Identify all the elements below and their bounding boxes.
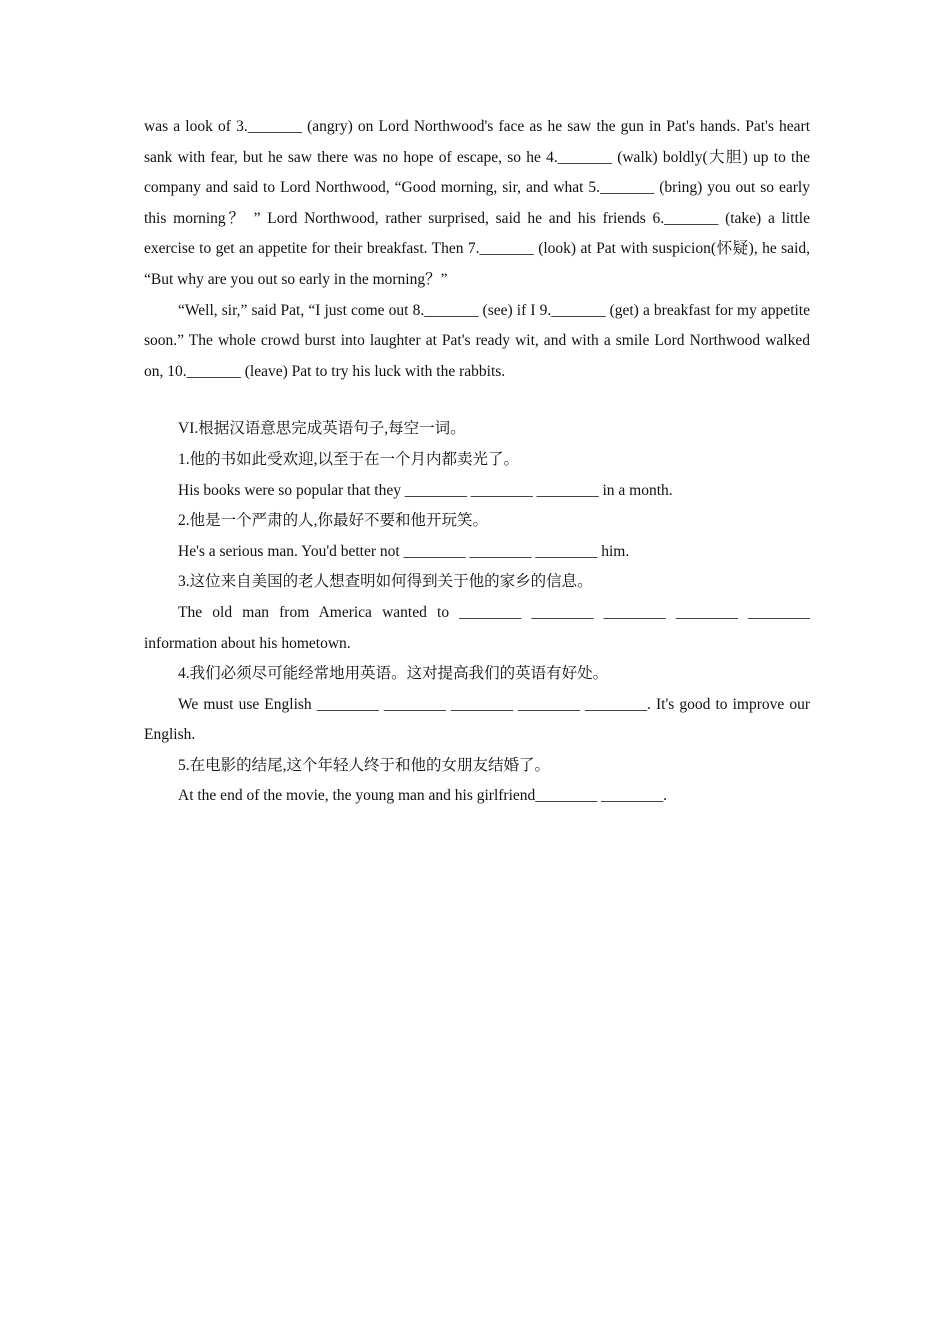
question-3-chinese: 3.这位来自美国的老人想查明如何得到关于他的家乡的信息。 xyxy=(178,573,593,591)
question-2-english: He's a serious man. You'd better not ________ ________ ________ him. xyxy=(178,542,630,560)
question-4-chinese: 4.我们必须尽可能经常地用英语。这对提高我们的英语有好处。 xyxy=(178,665,609,683)
question-5-english: At the end of the movie, the young man and his girlfriend________ ________. xyxy=(178,787,668,805)
question-1-chinese: 1.他的书如此受欢迎,以至于在一个月内都卖光了。 xyxy=(178,450,520,468)
question-2-chinese: 2.他是一个严肃的人,你最好不要和他开玩笑。 xyxy=(178,512,489,530)
question-1-english: His books were so popular that they ________ ________ ________ in a month. xyxy=(178,481,673,499)
section-spacer xyxy=(144,387,810,414)
section-6-title: VI.根据汉语意思完成英语句子,每空一词。 xyxy=(178,420,466,438)
document-content xyxy=(144,112,810,812)
question-5-chinese: 5.在电影的结尾,这个年轻人终于和他的女朋友结婚了。 xyxy=(178,756,551,774)
question-4-english: We must use English ________ ________ ________ ________ ________. It's good to improve our English. xyxy=(144,695,810,744)
passage-paragraph-1: was a look of 3._______ (angry) on Lord Northwood's face as he saw the gun in Pat's hands. Pat's heart sank with fear, but he saw there was no hope of escape, so he 4._______ (walk) boldly(大胆) up to the company and said to Lord Northwood, “Good morning, sir, and what 5._______ (bring) you out so early this morning？ ” Lord Northwood, rather surprised, said he and his friends 6._______ (take) a little exercise to get an appetite for their breakfast. Then 7._______ (look) at Pat with suspicion(怀疑), he said, “But why are you out so early in the morning？” xyxy=(144,118,810,288)
passage-paragraph-2: “Well, sir,” said Pat, “I just come out 8._______ (see) if I 9._______ (get) a breakfast for my appetite soon.” The whole crowd burst into laughter at Pat's ready wit, and with a smile Lord Northwood walked on, 10._______ (leave) Pat to try his luck with the rabbits. xyxy=(144,301,810,380)
question-3-english: The old man from America wanted to ________ ________ ________ ________ ________ information about his hometown. xyxy=(144,603,810,652)
